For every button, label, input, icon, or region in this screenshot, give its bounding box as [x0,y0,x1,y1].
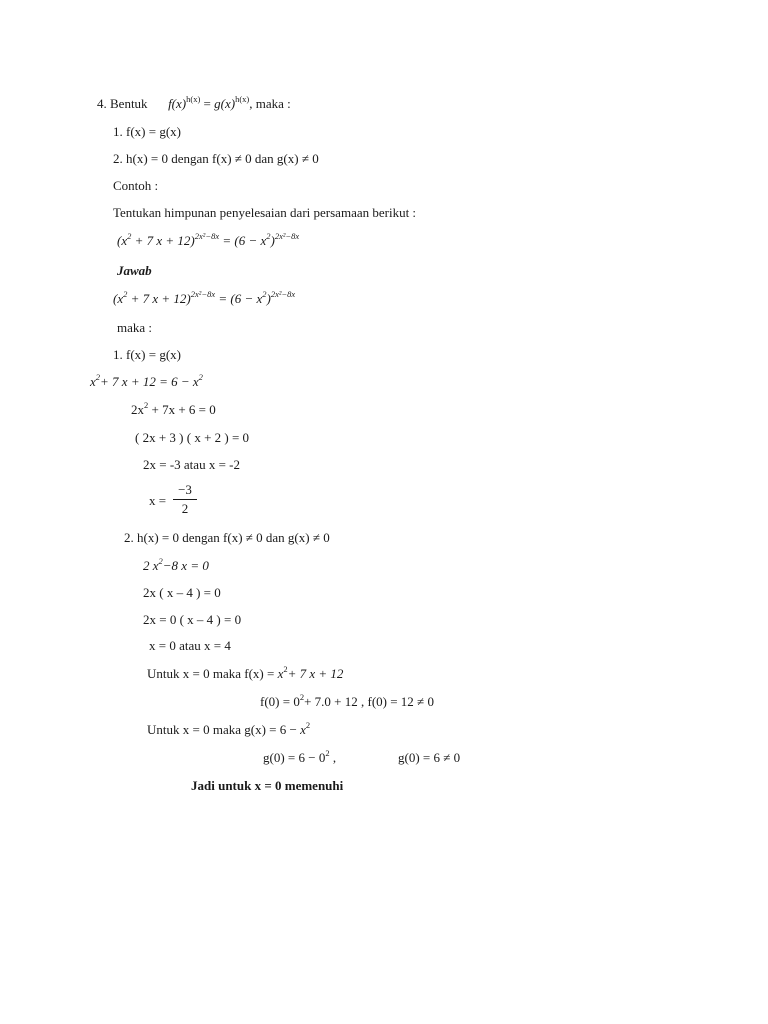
term-rest: + 7x + 6 = 0 [148,402,216,417]
term-2x: 2x [131,402,144,417]
eq-left-base: (x [113,291,124,306]
eq-square-2: 2 [266,231,271,241]
eq-exponent-left: 2x²−8x [194,231,220,241]
case-2-line-1 [143,557,209,575]
eq-left-rest: + 7 x + 12) [134,233,195,248]
case-1-line-1 [90,373,203,391]
conclusion: Jadi untuk x = 0 memenuhi [191,778,344,793]
term-rest: + 7 x + 12 = 6 − x [100,374,199,389]
case-1-title: 1. f(x) = g(x) [113,347,181,362]
f0-result: + 7.0 + 12 , f(0) = 12 ≠ 0 [304,694,434,709]
eq-exponent-right: 2x²−8x [270,289,296,299]
text-untuk-g: Untuk x = 0 maka g(x) = 6 − [147,722,301,737]
case-1-line-3: ( 2x + 3 ) ( x + 2 ) = 0 [135,430,250,445]
section-4-heading [97,95,291,113]
term-rest: + 7 x + 12 [287,666,344,681]
case-2-title: 2. h(x) = 0 dengan f(x) ≠ 0 dan g(x) ≠ 0 [124,530,330,545]
question-text: Tentukan himpunan penyelesaian dari persamaan berikut : [113,205,417,220]
rule-2: 2. h(x) = 0 dengan f(x) ≠ 0 dan g(x) ≠ 0 [113,151,319,166]
case-1-line-4: 2x = -3 atau x = -2 [143,457,240,472]
lhs-function: f(x) [168,96,187,111]
fraction-numerator: −3 [173,482,197,500]
term-x: x [277,666,284,681]
equals-sign: = [203,96,211,111]
term-2x: 2 x [143,558,159,573]
jawab-label: Jawab [117,263,152,278]
fraction-denominator: 2 [181,501,189,516]
comma: , [329,750,337,765]
term-x: x [300,722,306,737]
case-2-g0-result: g(0) = 6 ≠ 0 [398,750,461,765]
square: 2 [144,400,149,410]
lhs-exponent: h(x) [186,94,201,104]
case-2-line-3: 2x = 0 ( x – 4 ) = 0 [143,612,242,627]
case-2-line-4: x = 0 atau x = 4 [149,638,231,653]
question-equation [117,232,299,250]
rhs-exponent: h(x) [235,94,250,104]
fraction-neg3-over-2 [173,482,197,517]
f0-eval: f(0) = 0 [260,694,300,709]
eq-exponent-left: 2x²−8x [190,289,216,299]
term-rest: −8 x = 0 [162,558,209,573]
square: 2 [283,664,288,674]
case-2-line-6 [260,693,434,711]
text-untuk-f: Untuk x = 0 maka f(x) = [147,666,278,681]
eq-left-base: (x [117,233,128,248]
maka-label: maka : [117,320,153,335]
case-2-line-7 [147,721,310,739]
g0-eval: g(0) = 6 − 0 [263,750,326,765]
eq-square: 2 [127,231,132,241]
eq-mid: = (6 − x [219,233,267,248]
case-2-line-8 [263,749,336,767]
eq-close: ) [270,233,275,248]
square: 2 [299,692,305,702]
case-1-line-5-prefix: x = [149,493,167,508]
eq-exponent-right: 2x²−8x [274,231,300,241]
case-2-line-2: 2x ( x – 4 ) = 0 [143,585,221,600]
square: 2 [305,720,311,730]
square: 2 [158,556,163,566]
term-x: x [90,374,96,389]
eq-left-rest: + 7 x + 12) [130,291,191,306]
eq-close: ) [266,291,271,306]
square-2: 2 [198,372,203,382]
square: 2 [325,748,330,758]
section-number: 4. Bentuk [97,96,148,111]
eq-mid: = (6 − x [215,291,263,306]
eq-square-2: 2 [262,289,267,299]
case-1-line-2 [131,401,216,419]
square: 2 [95,372,101,382]
answer-equation [113,290,295,308]
eq-square: 2 [123,289,128,299]
rhs-function: g(x) [214,96,236,111]
case-2-line-5 [147,665,343,683]
heading-tail: , maka : [249,96,291,111]
rule-1: 1. f(x) = g(x) [113,124,181,139]
contoh-label: Contoh : [113,178,159,193]
